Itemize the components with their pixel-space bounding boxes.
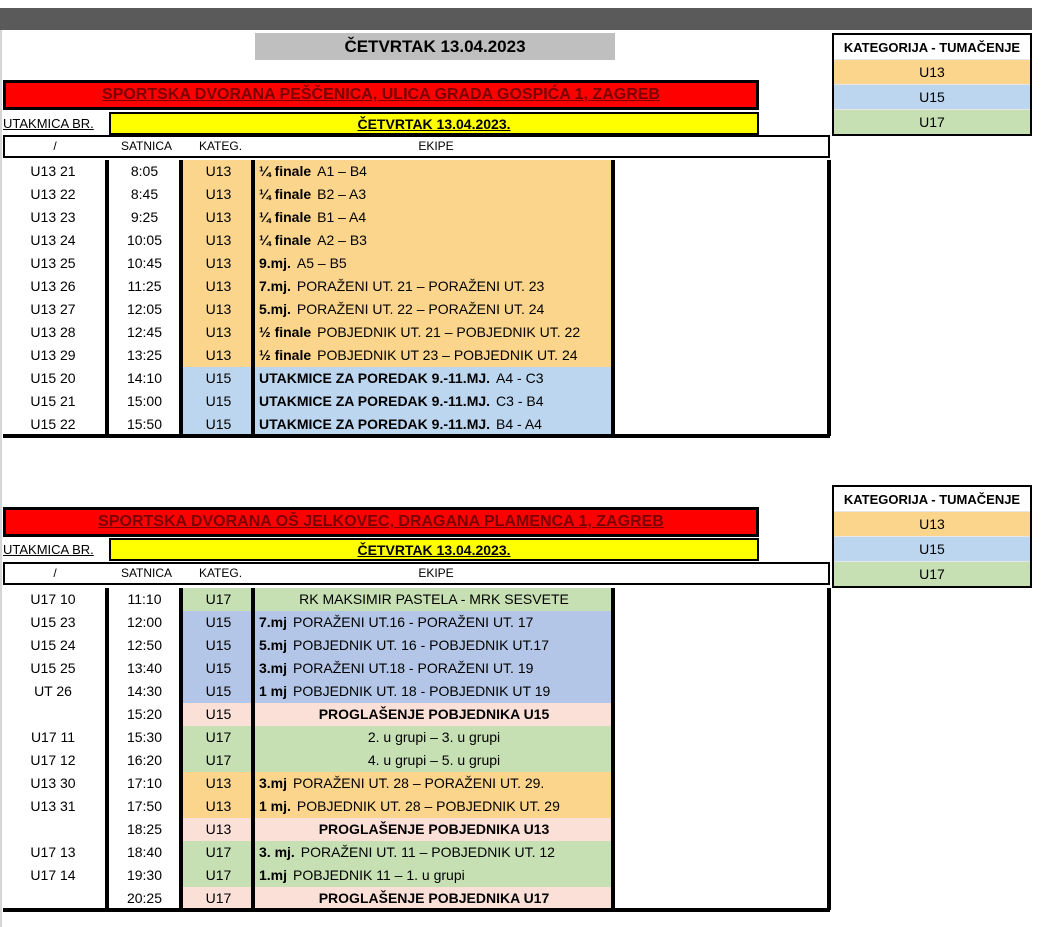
match-time: 10:05 (126, 232, 163, 248)
venue-header-2: SPORTSKA DVORANA OŠ JELKOVEC, DRAGANA PLAMENCA 1, ZAGREB (3, 507, 759, 537)
table-row (3, 367, 830, 390)
match-category: U15 (183, 703, 254, 726)
match-category: U15 (183, 657, 254, 680)
match-time: 12:00 (126, 614, 163, 630)
match-category: U13 (183, 344, 254, 367)
match-pairing: POBJEDNIK UT. 21 – POBJEDNIK UT. 22 (317, 324, 581, 340)
match-category: U13 (183, 321, 254, 344)
col-header-category: KATEG. (198, 566, 243, 580)
match-time: 10:45 (126, 255, 163, 271)
match-category: U15 (183, 634, 254, 657)
table-row (3, 588, 830, 611)
divider-desc-notes (611, 588, 615, 910)
match-time: 12:50 (126, 637, 163, 653)
match-id: U15 23 (30, 614, 76, 630)
match-pairing: PROGLAŠENJE POBJEDNIKA U13 (318, 821, 550, 837)
table-row (3, 657, 830, 680)
match-stage: 7.mj (259, 614, 288, 630)
match-teams (255, 252, 613, 275)
match-id: U13 22 (30, 186, 76, 202)
match-time: 15:50 (126, 416, 163, 432)
legend-item-u13: U13 (834, 511, 1030, 536)
match-stage: UTAKMICE ZA POREDAK 9.-11.MJ. (259, 393, 491, 409)
section-day-2: ČETVRTAK 13.04.2023. (109, 538, 759, 561)
match-teams (255, 703, 613, 726)
match-teams (255, 298, 613, 321)
match-stage: 1 mj. (259, 798, 291, 814)
match-teams (255, 680, 613, 703)
match-teams (255, 726, 613, 749)
match-id: U17 11 (30, 729, 76, 745)
match-category: U13 (183, 298, 254, 321)
left-gridline (0, 30, 2, 927)
match-pairing: RK MAKSIMIR PASTELA - MRK SESVETE (299, 591, 569, 607)
match-category: U15 (183, 680, 254, 703)
match-teams (255, 588, 613, 611)
match-category: U13 (183, 818, 254, 841)
match-teams (255, 390, 613, 413)
schedule-table-1 (3, 160, 830, 435)
match-time: 11:10 (127, 591, 162, 607)
match-time: 9:25 (130, 209, 159, 225)
match-category: U17 (183, 726, 254, 749)
table-row (3, 795, 830, 818)
match-time: 16:20 (126, 752, 163, 768)
col-header-time: SATNICA (120, 566, 173, 580)
match-teams (255, 772, 613, 795)
match-pairing: A5 – B5 (296, 255, 347, 271)
match-id: U13 31 (30, 798, 76, 814)
match-teams (255, 611, 613, 634)
match-pairing: B1 – A4 (317, 209, 367, 225)
table-row (3, 703, 830, 726)
match-pairing: B2 – A3 (317, 186, 367, 202)
match-category: U17 (183, 841, 254, 864)
match-category: U13 (183, 206, 254, 229)
match-id: U13 29 (30, 347, 76, 363)
match-stage: 3. mj. (259, 844, 295, 860)
match-id: U15 25 (30, 660, 76, 676)
table-row (3, 160, 830, 183)
match-pairing: POBJEDNIK UT 23 – POBJEDNIK UT. 24 (317, 347, 578, 363)
match-id: U17 12 (30, 752, 76, 768)
match-id (3, 703, 103, 726)
table-row (3, 252, 830, 275)
table-row (3, 344, 830, 367)
match-time: 13:40 (126, 660, 163, 676)
table-row (3, 749, 830, 772)
match-time: 19:30 (126, 867, 163, 883)
match-time: 14:10 (126, 370, 163, 386)
table-row (3, 726, 830, 749)
table-right-border (827, 588, 831, 910)
match-id: U13 21 (30, 163, 76, 179)
table-row (3, 390, 830, 413)
match-category: U13 (183, 160, 254, 183)
match-pairing: PORAŽENI UT. 11 – POBJEDNIK UT. 12 (300, 844, 555, 860)
match-teams (255, 795, 613, 818)
match-time: 12:45 (126, 324, 163, 340)
match-stage: ½ finale (259, 347, 312, 363)
legend-item-u17: U17 (834, 109, 1030, 134)
match-pairing: A1 – B4 (317, 163, 367, 179)
match-time: 8:45 (130, 186, 159, 202)
match-teams (255, 413, 613, 436)
table-right-border (827, 160, 831, 436)
match-stage: 3.mj (259, 775, 288, 791)
match-category: U13 (183, 275, 254, 298)
match-teams (255, 864, 613, 887)
match-pairing: C3 - B4 (496, 393, 544, 409)
match-pairing: PORAŽENI UT.18 - PORAŽENI UT. 19 (293, 660, 534, 676)
match-stage: ¼ finale (259, 186, 312, 202)
match-id: U15 20 (30, 370, 76, 386)
col-header-teams: EKIPE (418, 566, 454, 580)
col-header-teams: EKIPE (418, 139, 454, 153)
match-pairing: PROGLAŠENJE POBJEDNIKA U15 (318, 706, 550, 722)
table-row (3, 864, 830, 887)
match-category: U17 (183, 864, 254, 887)
match-id: U15 22 (30, 416, 76, 432)
match-number-label: UTAKMICA BR. (3, 538, 108, 561)
match-pairing: B4 - A4 (496, 416, 542, 432)
match-teams (255, 749, 613, 772)
match-pairing: 4. u grupi – 5. u grupi (367, 752, 501, 768)
table-header-2 (3, 562, 830, 585)
match-category: U15 (183, 611, 254, 634)
match-id: U13 30 (30, 775, 76, 791)
match-id: U15 21 (30, 393, 76, 409)
match-stage: 7.mj. (259, 278, 291, 294)
match-teams (255, 818, 613, 841)
match-teams (255, 321, 613, 344)
match-stage: 5.mj. (259, 301, 291, 317)
match-id: U13 27 (30, 301, 76, 317)
match-teams (255, 344, 613, 367)
legend-title: KATEGORIJA - TUMAČENJE (843, 491, 1021, 507)
match-pairing: POBJEDNIK UT. 16 - POBJEDNIK UT.17 (293, 637, 549, 653)
match-time: 15:30 (126, 729, 163, 745)
match-stage: ½ finale (259, 324, 312, 340)
match-category: U13 (183, 229, 254, 252)
page-title: ČETVRTAK 13.04.2023 (255, 33, 615, 60)
table-row (3, 229, 830, 252)
match-time: 18:40 (126, 844, 163, 860)
match-category: U15 (183, 367, 254, 390)
match-teams (255, 229, 613, 252)
match-stage: 5.mj (259, 637, 288, 653)
category-legend-2 (832, 485, 1032, 588)
match-time: 17:10 (126, 775, 163, 791)
schedule-table-2 (3, 588, 830, 910)
match-id: U15 24 (30, 637, 76, 653)
match-pairing: PORAŽENI UT.16 - PORAŽENI UT. 17 (293, 614, 534, 630)
table-row (3, 841, 830, 864)
match-id: U17 14 (30, 867, 76, 883)
match-teams (255, 367, 613, 390)
match-category: U13 (183, 795, 254, 818)
match-id (3, 887, 103, 910)
match-time: 14:30 (126, 683, 163, 699)
match-id (3, 818, 103, 841)
match-category: U13 (183, 183, 254, 206)
match-pairing: POBJEDNIK UT. 28 – POBJEDNIK UT. 29 (296, 798, 560, 814)
match-stage: 3.mj (259, 660, 288, 676)
match-id: U13 28 (30, 324, 76, 340)
match-stage: 1.mj (259, 867, 288, 883)
match-pairing: PORAŽENI UT. 22 – PORAŽENI UT. 24 (296, 301, 545, 317)
match-category: U17 (183, 749, 254, 772)
table-row (3, 275, 830, 298)
table-bottom-border (3, 434, 830, 438)
match-teams (255, 657, 613, 680)
match-category: U13 (183, 252, 254, 275)
legend-item-u13: U13 (834, 59, 1030, 84)
divider-cat-desc (251, 160, 255, 436)
match-time: 8:05 (130, 163, 159, 179)
match-time: 18:25 (126, 821, 163, 837)
match-teams (255, 887, 613, 910)
match-id: U17 13 (30, 844, 76, 860)
match-id: U13 25 (30, 255, 76, 271)
match-id: U13 26 (30, 278, 76, 294)
match-category: U13 (183, 772, 254, 795)
match-id: UT 26 (34, 683, 72, 699)
section-info-bar-2 (3, 538, 759, 561)
table-row (3, 183, 830, 206)
match-time: 15:20 (126, 706, 163, 722)
divider-cat-desc (251, 588, 255, 910)
match-stage: 1 mj (259, 683, 288, 699)
match-pairing: POBJEDNIK 11 – 1. u grupi (293, 867, 465, 883)
table-row (3, 413, 830, 436)
divider-time-cat (179, 588, 183, 910)
match-category: U15 (183, 413, 254, 436)
divider-id-time (105, 588, 109, 910)
match-teams (255, 634, 613, 657)
match-stage: UTAKMICE ZA POREDAK 9.-11.MJ. (259, 370, 491, 386)
match-time: 17:50 (126, 798, 163, 814)
match-number-label: UTAKMICA BR. (3, 112, 108, 135)
table-row (3, 298, 830, 321)
match-teams (255, 841, 613, 864)
divider-desc-notes (611, 160, 615, 436)
match-category: U17 (183, 887, 254, 910)
match-teams (255, 183, 613, 206)
col-header-id: / (53, 566, 57, 580)
match-teams (255, 275, 613, 298)
match-pairing: A4 - C3 (496, 370, 544, 386)
match-id: U13 24 (30, 232, 76, 248)
match-time: 15:00 (126, 393, 163, 409)
match-stage: ¼ finale (259, 209, 312, 225)
match-time: 12:05 (126, 301, 163, 317)
match-time: 20:25 (126, 890, 163, 906)
match-category: U15 (183, 390, 254, 413)
table-header (3, 135, 830, 158)
match-teams (255, 160, 613, 183)
table-row (3, 206, 830, 229)
legend-title: KATEGORIJA - TUMAČENJE (843, 39, 1021, 55)
match-time: 13:25 (126, 347, 163, 363)
match-pairing: POBJEDNIK UT. 18 - POBJEDNIK UT 19 (293, 683, 551, 699)
venue-header: SPORTSKA DVORANA PEŠČENICA, ULICA GRADA GOSPIĆA 1, ZAGREB (3, 80, 759, 110)
table-row (3, 818, 830, 841)
match-pairing: 2. u grupi – 3. u grupi (367, 729, 501, 745)
table-row (3, 772, 830, 795)
table-row (3, 321, 830, 344)
match-id: U17 10 (30, 591, 76, 607)
legend-item-u17: U17 (834, 561, 1030, 586)
match-time: 11:25 (127, 278, 162, 294)
table-bottom-border (3, 908, 830, 912)
match-id: U13 23 (30, 209, 76, 225)
match-pairing: PROGLAŠENJE POBJEDNIKA U17 (318, 890, 550, 906)
col-header-category: KATEG. (198, 139, 243, 153)
match-stage: ¼ finale (259, 232, 312, 248)
col-header-id: / (53, 139, 57, 153)
top-toolbar-strip (0, 8, 1032, 30)
table-row (3, 611, 830, 634)
table-row (3, 634, 830, 657)
legend-item-u15: U15 (834, 84, 1030, 109)
match-pairing: A2 – B3 (317, 232, 367, 248)
match-pairing: PORAŽENI UT. 28 – PORAŽENI UT. 29. (293, 775, 545, 791)
match-teams (255, 206, 613, 229)
divider-id-time (105, 160, 109, 436)
category-legend (832, 33, 1032, 136)
section-day: ČETVRTAK 13.04.2023. (109, 112, 759, 135)
divider-time-cat (179, 160, 183, 436)
match-category: U17 (183, 588, 254, 611)
legend-item-u15: U15 (834, 536, 1030, 561)
match-stage: ¼ finale (259, 163, 312, 179)
table-row (3, 887, 830, 910)
match-stage: 9.mj. (259, 255, 291, 271)
table-row (3, 680, 830, 703)
col-header-time: SATNICA (120, 139, 173, 153)
section-info-bar (3, 112, 759, 135)
match-stage: UTAKMICE ZA POREDAK 9.-11.MJ. (259, 416, 491, 432)
match-pairing: PORAŽENI UT. 21 – PORAŽENI UT. 23 (296, 278, 545, 294)
